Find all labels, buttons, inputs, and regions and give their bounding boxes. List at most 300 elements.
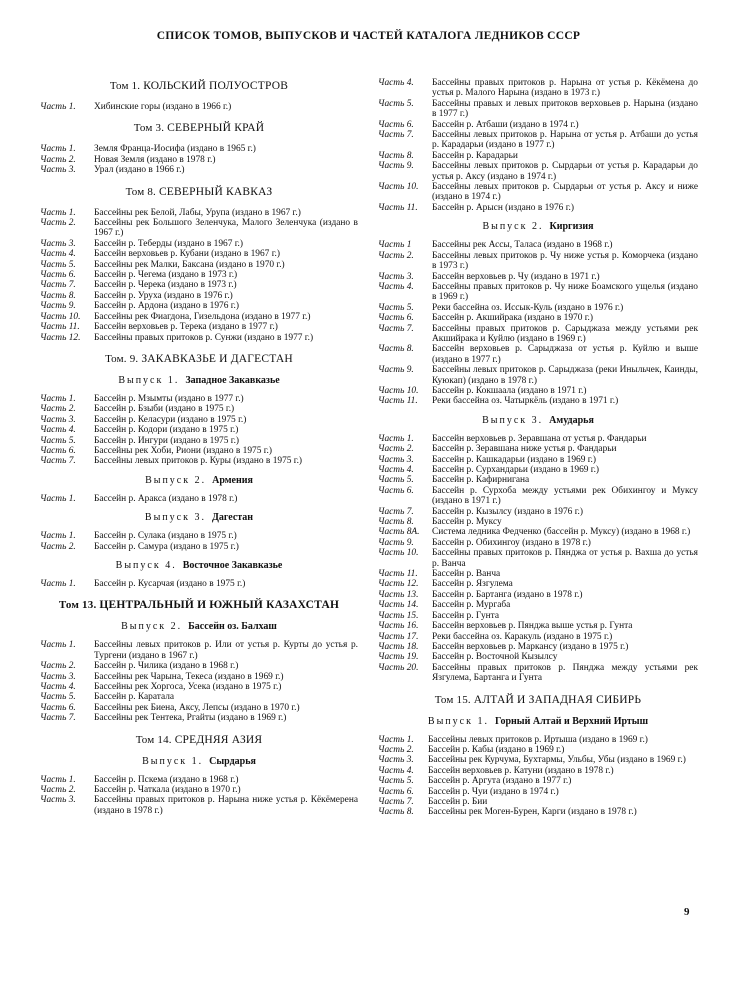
volume-name: КОЛЬСКИЙ ПОЛУОСТРОВ (143, 80, 289, 92)
part-label: Часть 8. (378, 517, 414, 528)
catalog-entry (40, 301, 358, 311)
part-text: Бассейн р. Бартанга (издано в 1978 г.) (432, 589, 583, 600)
catalog-entry (40, 531, 358, 541)
part-label: Часть 3. (378, 454, 414, 465)
catalog-entry (378, 120, 698, 130)
catalog-entry (378, 365, 698, 386)
volume-name: ЗАКАВКАЗЬЕ И ДАГЕСТАН (141, 352, 293, 365)
part-label: Часть 6. (378, 313, 414, 324)
part-label: Часть 1. (378, 734, 414, 745)
part-text: Бассейн р. Черека (издано в 1973 г.) (94, 280, 237, 291)
part-label: Часть 10. (378, 182, 419, 193)
part-text: Реки бассейна оз. Иссык-Куль (издано в 1976 г.) (432, 302, 624, 313)
part-text: Бассейн р. Язгулема (432, 579, 513, 590)
part-label: Часть 6. (40, 270, 76, 281)
part-text: Бассейны рек Малки, Баксана (издано в 1970 г.) (94, 259, 285, 270)
part-label: Часть 3. (40, 414, 76, 425)
catalog-entry (378, 344, 698, 365)
part-text: Бассейн р. Аргута (издано в 1977 г.) (428, 776, 572, 787)
catalog-entry (378, 161, 698, 182)
catalog-entry (378, 99, 698, 120)
catalog-entry (378, 632, 698, 642)
catalog-entry (378, 807, 698, 817)
issue-heading (40, 475, 358, 487)
part-label: Часть 1. (40, 640, 76, 651)
part-text: Бассейн р. Акшийрака (издано в 1970 г.) (432, 313, 594, 324)
part-text: Бассейны правых притоков р. Сарыджаза между устьями рек Акшийрака и Куйлю (издано в 1969 г.) (432, 323, 698, 344)
part-text: Бассейн р. Чаткала (издано в 1970 г.) (94, 785, 241, 796)
catalog-entry (378, 663, 698, 684)
catalog-entry (378, 590, 698, 600)
volume-label: Том 14. (135, 733, 172, 746)
catalog-entry (40, 425, 358, 435)
part-text: Бассейн р. Бзыби (издано в 1975 г.) (94, 404, 235, 415)
part-label: Часть 5. (378, 475, 414, 486)
part-text: Бассейн верховьев р. Катуни (издано в 1978 г.) (428, 765, 614, 776)
part-text: Бассейн р. Гунта (432, 610, 500, 621)
issue-name: Киргизия (549, 221, 594, 233)
part-label: Часть 2. (40, 404, 76, 415)
issue-name: Амударья (549, 414, 594, 426)
catalog-entry (40, 312, 358, 322)
catalog-entry (378, 475, 698, 485)
part-label: Часть 1. (40, 493, 76, 504)
part-text: Бассейны рек Ассы, Таласа (издано в 1968 г.) (432, 240, 613, 251)
part-label: Часть 1. (40, 774, 76, 785)
part-text: Земля Франца-Иосифа (издано в 1965 г.) (94, 144, 256, 155)
part-label: Часть 9. (40, 301, 76, 312)
issue-name: Дагестан (211, 512, 254, 524)
left-column (40, 70, 358, 816)
part-text: Бассейн р. Сулака (издано в 1975 г.) (94, 531, 237, 542)
catalog-entry (378, 538, 698, 548)
catalog-entry (378, 527, 698, 537)
catalog-entry (378, 755, 698, 765)
issue-heading (40, 560, 358, 572)
issue-name: Сырдарья (209, 755, 256, 767)
part-text: Бассейны левых притоков р. Иртыша (издано в 1969 г.) (428, 734, 648, 745)
part-text: Бассейны правых притоков р. Пянджа между устьями рек Язгулема, Бартанга и Гунта (432, 662, 698, 684)
part-label: Часть 8. (378, 807, 414, 818)
catalog-entry (40, 785, 358, 795)
volume-heading (40, 80, 358, 93)
part-label: Часть 13. (378, 589, 419, 600)
part-text: Бассейны левых притоков р. Сырдарьи от устья р. Карадарьи до устья р. Аксу (издано в 1974 г.) (432, 161, 698, 182)
part-label: Часть 11. (378, 396, 418, 407)
part-label: Часть 3. (40, 165, 76, 176)
catalog-entry (40, 436, 358, 446)
catalog-entry (378, 735, 698, 745)
part-label: Часть 2. (40, 218, 76, 229)
catalog-entry (40, 494, 358, 504)
volume-label: Том 13. (58, 599, 97, 612)
part-label: Часть 7. (378, 796, 414, 807)
part-text: Бассейн верховьев р. Чу (издано в 1971 г.) (432, 271, 600, 282)
catalog-entry (378, 313, 698, 323)
part-text: Бассейн р. Восточной Кызылсу (432, 652, 558, 663)
part-label: Часть 8. (378, 150, 414, 161)
part-text: Бассейн р. Пскема (издано в 1968 г.) (94, 774, 239, 785)
part-text: Бассейны рек Чарына, Текеса (издано в 1969 г.) (94, 671, 284, 682)
catalog-entry (378, 130, 698, 151)
volume-label: Том 1. (109, 80, 141, 92)
part-label: Часть 8. (378, 344, 414, 355)
catalog-entry (40, 394, 358, 404)
catalog-entry (378, 444, 698, 454)
part-text: Бассейн верховьев р. Маркансу (издано в 1975 г.) (432, 641, 629, 652)
catalog-entry (40, 795, 358, 816)
catalog-entry (378, 579, 698, 589)
part-label: Часть 11. (378, 569, 418, 580)
catalog-entry (40, 682, 358, 692)
catalog-entry (378, 642, 698, 652)
volume-label: Том 8. (125, 185, 156, 198)
part-text: Бассейны левых притоков р. Сарыджаза (реки Иныльчек, Каинды, Куюкап) (издано в 1978 г.) (432, 365, 698, 386)
catalog-entry (378, 272, 698, 282)
catalog-entry (378, 611, 698, 621)
part-text: Бассейн верховьев р. Кубани (издано в 1967 г.) (94, 249, 280, 260)
part-label: Часть 15. (378, 610, 419, 621)
part-label: Часть 5. (40, 692, 76, 703)
part-text: Бассейн р. Келасури (издано в 1975 г.) (94, 414, 247, 425)
part-text: Бассейны рек Большого Зеленчука, Малого Зеленчука (издано в 1967 г.) (94, 218, 358, 239)
part-label: Часть 2. (378, 744, 414, 755)
catalog-entry (40, 579, 358, 589)
part-text: Бассейны рек Курчума, Бухтармы, Ульбы, Убы (издано в 1969 г.) (428, 755, 686, 766)
part-label: Часть 5. (40, 435, 76, 446)
part-label: Часть 1. (40, 531, 76, 542)
part-label: Часть 5. (40, 259, 76, 270)
volume-label: Том 15. (434, 693, 471, 706)
part-text: Бассейн р. Зеравшана ниже устья р. Фандарьи (432, 444, 617, 455)
catalog-entry (40, 291, 358, 301)
catalog-entry (378, 303, 698, 313)
part-label: Часть 9. (378, 365, 414, 376)
part-label: Часть 5. (378, 98, 414, 109)
issue-name: Восточное Закавказье (182, 559, 283, 571)
part-text: Бассейны левых притоков р. Или от устья р. Курты до устья р. Тургени (издано в 1967 г.) (94, 640, 358, 661)
catalog-entry (40, 270, 358, 280)
catalog-entry (40, 703, 358, 713)
volume-label: Том 3. (133, 122, 165, 135)
catalog-entry (378, 78, 698, 99)
part-label: Часть 1. (40, 578, 76, 589)
catalog-entry (378, 151, 698, 161)
part-text: Бассейны левых притоков р. Чу ниже устья р. Коморчека (издано в 1973 г.) (432, 250, 698, 272)
catalog-entry (40, 165, 358, 175)
part-text: Хибинские горы (издано в 1966 г.) (94, 102, 232, 112)
catalog-entry (378, 465, 698, 475)
part-text: Бассейны левых притоков р. Куры (издано в 1975 г.) (94, 456, 303, 467)
part-text: Бассейн р. Кусарчая (издано в 1975 г.) (94, 578, 246, 589)
part-text: Бассейн р. Чегема (издано в 1973 г.) (94, 270, 238, 281)
part-label: Часть 12. (40, 332, 81, 343)
part-text: Бассейны левых притоков р. Нарына от устья р. Атбаши до устья р. Карадарьи (издано в 1977 г.) (432, 130, 698, 151)
part-label: Часть 7. (40, 456, 76, 467)
catalog-entry (378, 455, 698, 465)
catalog-entry (378, 787, 698, 797)
part-text: Бассейн р. Ингури (издано в 1975 г.) (94, 435, 240, 446)
part-label: Часть 3. (40, 795, 76, 806)
catalog-entry (40, 775, 358, 785)
catalog-entry (378, 434, 698, 444)
catalog-entry (40, 404, 358, 414)
issue-label: Выпуск 1. (427, 715, 489, 727)
part-label: Часть 7. (378, 323, 414, 334)
part-text: Реки бассейна оз. Чатыркёль (издано в 1971 г.) (432, 396, 619, 407)
part-text: Бассейн р. Чуи (издано в 1974 г.) (428, 786, 559, 797)
part-text: Бассейны левых притоков р. Сырдарьи от устья р. Аксу и ниже (издано в 1974 г.) (432, 182, 698, 203)
part-label: Часть 7. (378, 130, 414, 141)
part-text: Бассейн р. Сурхандарьи (издано в 1969 г.) (432, 465, 600, 475)
part-label: Часть 1. (40, 144, 76, 155)
part-label: Часть 6. (40, 702, 76, 713)
right-column (378, 78, 698, 818)
issue-label: Выпуск 1. (142, 755, 204, 767)
catalog-entry (40, 415, 358, 425)
part-label: Часть 5. (378, 302, 414, 313)
catalog-entry (378, 600, 698, 610)
part-label: Часть 16. (378, 621, 419, 632)
part-text: Бассейн р. Кабы (издано в 1969 г.) (428, 744, 565, 755)
issue-label: Выпуск 3. (482, 414, 544, 426)
part-text: Бассейн верховьев р. Зеравшана от устья р. Фандарьи (432, 433, 647, 444)
part-label: Часть 7. (40, 280, 76, 291)
catalog-entry (40, 456, 358, 466)
part-label: Часть 4. (40, 682, 76, 692)
part-text: Система ледника Федченко (бассейн р. Муксу) (издано в 1968 г.) (432, 527, 691, 538)
part-label: Часть 20. (378, 662, 419, 673)
volume-heading (378, 694, 698, 707)
issue-heading (40, 621, 358, 633)
part-label: Часть 18. (378, 641, 419, 652)
catalog-entry (378, 621, 698, 631)
volume-heading (40, 353, 358, 366)
part-label: Часть 5. (378, 776, 414, 787)
catalog-entry (378, 324, 698, 345)
part-label: Часть 2. (40, 785, 76, 796)
part-text: Бассейн р. Ардона (издано в 1976 г.) (94, 301, 239, 312)
catalog-entry (40, 249, 358, 259)
part-text: Бассейн р. Карадарьи (432, 150, 518, 161)
part-label: Часть 11. (378, 202, 418, 213)
catalog-entry (378, 507, 698, 517)
part-text: Бассейн верховьев р. Терека (издано в 1977 г.) (94, 322, 278, 333)
catalog-entry (378, 797, 698, 807)
issue-heading (40, 375, 358, 387)
catalog-entry (40, 446, 358, 456)
issue-heading (378, 221, 698, 233)
catalog-entry (40, 155, 358, 165)
part-text: Бассейны правых притоков р. Пянджа от устья р. Вахша до устья р. Ванча (432, 548, 698, 569)
issue-heading (378, 415, 698, 427)
part-label: Часть 9. (378, 161, 414, 172)
part-label: Часть 8. (40, 290, 76, 301)
part-text: Бассейн верховьев р. Сарыджаза от устья р. Куйлю и выше (издано в 1977 г.) (432, 344, 698, 365)
part-label: Часть 7. (378, 506, 414, 517)
part-text: Бассейны рек Хоби, Риони (издано в 1975 г.) (94, 445, 272, 456)
part-text: Бассейн р. Кашкадарьи (издано в 1969 г.) (432, 454, 597, 465)
part-label: Часть 11. (40, 322, 80, 333)
part-label: Часть 1. (40, 102, 76, 112)
part-label: Часть 4. (40, 249, 76, 260)
part-text: Бассейн р. Арысн (издано в 1976 г.) (432, 202, 574, 213)
part-text: Реки бассейна оз. Каракуль (издано в 1975 г.) (432, 631, 613, 642)
issue-heading (40, 512, 358, 524)
issue-name: Западное Закавказье (185, 374, 280, 386)
part-label: Часть 12. (378, 579, 419, 590)
part-label: Часть 8А. (378, 527, 420, 538)
issue-heading (378, 716, 698, 728)
page-number: 9 (684, 906, 690, 918)
part-label: Часть 10. (378, 548, 419, 559)
part-label: Часть 2. (378, 250, 414, 261)
volume-name: СРЕДНЯЯ АЗИЯ (174, 733, 263, 746)
part-label: Часть 6. (40, 445, 76, 456)
volume-heading (40, 599, 358, 612)
part-label: Часть 1. (40, 393, 76, 404)
part-text: Бассейны рек Белой, Лабы, Урупа (издано в 1967 г.) (94, 207, 301, 218)
part-text: Бассейн р. Муксу (432, 517, 502, 528)
catalog-entry (378, 396, 698, 406)
part-text: Бассейн р. Обихингоу (издано в 1978 г.) (432, 537, 591, 548)
part-text: Бассейны правых притоков р. Чу ниже Боамского ущелья (издано в 1969 г.) (432, 281, 698, 303)
volume-label: Том. 9. (105, 352, 139, 365)
catalog-entry (378, 182, 698, 203)
issue-name: Горный Алтай и Верхний Иртыш (494, 715, 649, 727)
part-text: Бассейны рек Фиагдона, Гизельдона (издано в 1977 г.) (94, 311, 311, 322)
part-text: Бассейн р. Самура (издано в 1975 г.) (94, 541, 239, 552)
part-label: Часть 4. (378, 281, 414, 292)
issue-label: Выпуск 2. (145, 474, 207, 486)
part-text: Бассейны правых притоков р. Нарына от устья р. Кёкёмена до устья р. Малого Нарына (издано в 1973 г.) (432, 78, 698, 99)
catalog-entry (378, 745, 698, 755)
part-label: Часть 4. (40, 425, 76, 436)
catalog-entry (40, 672, 358, 682)
part-text: Бассейн р. Каратала (94, 692, 175, 703)
part-label: Часть 2. (40, 541, 76, 552)
catalog-entry (378, 766, 698, 776)
part-label: Часть 7. (40, 713, 76, 724)
part-label: Часть 17. (378, 631, 419, 642)
issue-name: Армения (212, 474, 253, 486)
catalog-entry (378, 240, 698, 250)
part-text: Бассейны рек Биена, Аксу, Лепсы (издано в 1970 г.) (94, 702, 300, 713)
part-label: Часть 10. (40, 311, 81, 322)
part-text: Бассейн р. Кокшаала (издано в 1971 г.) (432, 385, 587, 396)
part-text: Бассейн р. Сурхоба между устьями рек Обихингоу и Муксу (издано в 1971 г.) (432, 485, 698, 507)
part-text: Бассейн верховьев р. Пянджа выше устья р. Гунта (432, 621, 633, 632)
part-label: Часть 3. (40, 671, 76, 682)
part-label: Часть 6. (378, 119, 414, 130)
catalog-entry (378, 282, 698, 303)
catalog-entry (378, 517, 698, 527)
part-label: Часть 2. (40, 154, 76, 165)
issue-heading (40, 756, 358, 768)
issue-label: Выпуск 2. (121, 621, 183, 633)
part-label: Часть 1. (378, 433, 414, 444)
part-label: Часть 6. (378, 485, 414, 496)
volume-name: ЦЕНТРАЛЬНЫЙ И ЮЖНЫЙ КАЗАХСТАН (99, 599, 340, 612)
catalog-entry (378, 203, 698, 213)
catalog-entry (378, 486, 698, 507)
catalog-entry (40, 542, 358, 552)
part-text: Бассейн р. Мзымты (издано в 1977 г.) (94, 393, 244, 404)
catalog-entry (40, 144, 358, 154)
part-label: Часть 1 (378, 240, 412, 251)
catalog-entry (40, 218, 358, 239)
part-text: Урал (издано в 1966 г.) (94, 165, 185, 176)
catalog-entry (378, 652, 698, 662)
part-label: Часть 3. (378, 271, 414, 282)
catalog-entry (40, 640, 358, 661)
part-label: Часть 19. (378, 652, 419, 663)
catalog-entry (40, 208, 358, 218)
part-label: Часть 4. (378, 465, 414, 475)
catalog-entry (40, 692, 358, 702)
part-label: Часть 2. (378, 444, 414, 455)
volume-name: СЕВЕРНЫЙ КРАЙ (167, 122, 265, 135)
part-text: Бассейн р. Уруха (издано в 1976 г.) (94, 290, 233, 301)
issue-label: Выпуск 1. (118, 374, 180, 386)
part-label: Часть 6. (378, 786, 414, 797)
catalog-entry (40, 239, 358, 249)
part-text: Новая Земля (издано в 1978 г.) (94, 154, 216, 165)
catalog-entry (378, 569, 698, 579)
volume-heading (40, 186, 358, 199)
part-text: Бассейн р. Атбаши (издано в 1974 г.) (432, 119, 579, 130)
part-text: Бассейн р. Чилика (издано в 1968 г.) (94, 661, 239, 672)
part-text: Бассейны правых притоков р. Сунжи (издано в 1977 г.) (94, 332, 314, 343)
catalog-entry (40, 102, 358, 112)
part-label: Часть 10. (378, 385, 419, 396)
issue-label: Выпуск 4. (115, 559, 177, 571)
catalog-entry (40, 280, 358, 290)
catalog-entry (378, 776, 698, 786)
catalog-entry (40, 322, 358, 332)
volume-name: СЕВЕРНЫЙ КАВКАЗ (158, 185, 273, 198)
part-text: Бассейны правых притоков р. Нарына ниже устья р. Кёкёмерена (издано в 1978 г.) (94, 795, 358, 816)
volume-heading (40, 122, 358, 135)
page-title: СПИСОК ТОМОВ, ВЫПУСКОВ И ЧАСТЕЙ КАТАЛОГА ЛЕДНИКОВ СССР (156, 30, 581, 42)
part-text: Бассейны правых и левых притоков верховьев р. Нарына (издано в 1977 г.) (432, 98, 698, 120)
catalog-entry (40, 333, 358, 343)
part-text: Бассейны рек Моген-Бурен, Карги (издано в 1978 г.) (428, 807, 637, 818)
volume-heading (40, 734, 358, 747)
part-text: Бассейн р. Кафирнигана (432, 475, 530, 486)
part-label: Часть 14. (378, 600, 419, 611)
part-label: Часть 1. (40, 207, 76, 218)
part-text: Бассейны рек Хоргоса, Усека (издано в 1975 г.) (94, 682, 282, 692)
issue-name: Бассейн оз. Балхаш (188, 621, 277, 633)
catalog-entry (40, 661, 358, 671)
part-label: Часть 2. (40, 661, 76, 672)
part-text: Бассейн р. Ванча (432, 569, 501, 580)
part-text: Бассейн р. Теберды (издано в 1967 г.) (94, 238, 243, 249)
issue-label: Выпуск 3. (144, 512, 206, 524)
part-text: Бассейны рек Тентека, Ргайты (издано в 1969 г.) (94, 713, 287, 724)
part-text: Бассейн р. Кодори (издано в 1975 г.) (94, 425, 239, 436)
part-text: Бассейн р. Бии (428, 796, 488, 807)
part-label: Часть 4. (378, 765, 414, 776)
part-label: Часть 9. (378, 537, 414, 548)
part-text: Бассейн р. Кызылсу (издано в 1976 г.) (432, 506, 583, 517)
catalog-entry (378, 548, 698, 569)
part-label: Часть 3. (378, 755, 414, 766)
catalog-entry (40, 260, 358, 270)
part-text: Бассейн р. Мургаба (432, 600, 511, 611)
volume-name: АЛТАЙ И ЗАПАДНАЯ СИБИРЬ (473, 693, 642, 706)
